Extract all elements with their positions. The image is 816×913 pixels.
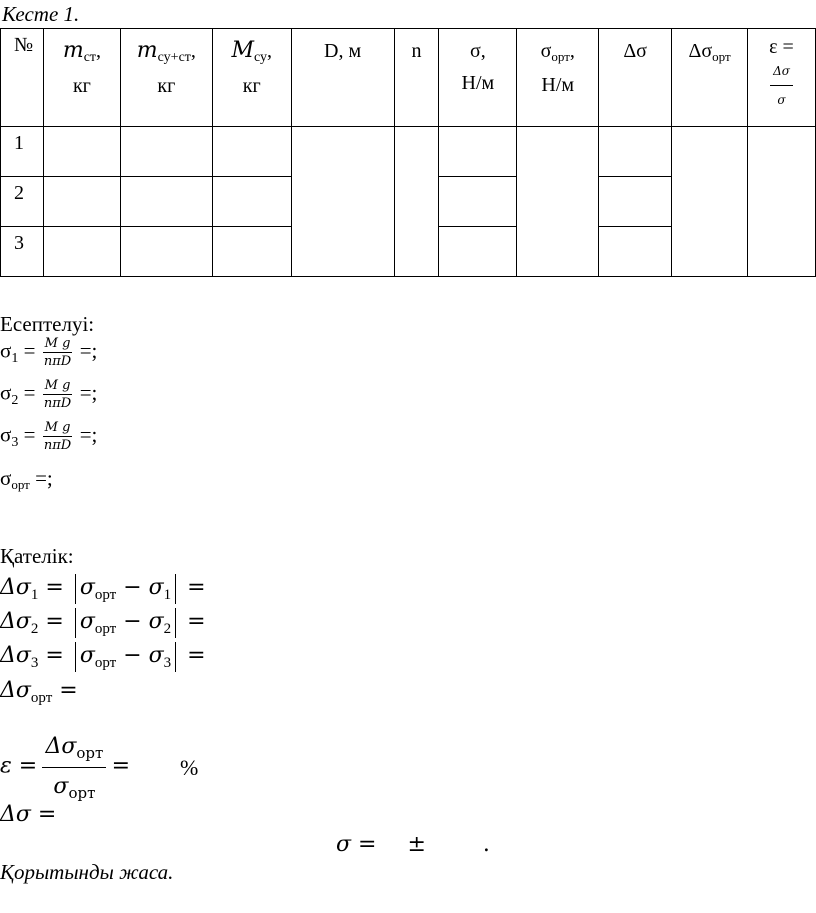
formula-fraction: $\frac{\text{M g}}{\text{nπD}}$: [43, 378, 72, 411]
formula-fraction: $\frac{\text{M g}}{\text{nπD}}$: [43, 336, 72, 369]
table-caption: Кесте 1.: [2, 2, 80, 26]
cell-empty: [599, 127, 672, 177]
formula-sigma-2: $\sigma_2$ = $\frac{\text{M g}}{\text{nπD}}$ =;: [0, 378, 98, 411]
percent-sign: %: [180, 755, 199, 780]
formula-delta-sigma: Δσ =: [0, 802, 57, 827]
cell-empty: [439, 127, 517, 177]
cell-empty: [43, 127, 120, 177]
cell-sigma-ort-merged: [517, 127, 599, 277]
header-m-st: $m_{ст}$, кг: [43, 29, 120, 127]
header-sigma-ort: $\sigma_{орт}$, Н/м: [517, 29, 599, 127]
cell-empty: [212, 227, 291, 277]
header-m-sust: $m_{су+ст}$, кг: [120, 29, 212, 127]
cell-delta-sigma-ort-merged: [672, 127, 748, 277]
cell-empty: [43, 227, 120, 277]
formula-fraction: $\frac{\text{M g}}{\text{nπD}}$: [43, 420, 72, 453]
cell-n-merged: [394, 127, 439, 277]
formula-sigma-1: $\sigma_1$ = $\frac{\text{M g}}{\text{nπD}}$ =;: [0, 336, 98, 369]
cell-empty: [120, 127, 212, 177]
cell-empty: [43, 177, 120, 227]
cell-empty: [599, 227, 672, 277]
header-D: D, м: [291, 29, 394, 127]
header-M-su: $M_{су}$, кг: [212, 29, 291, 127]
cell-epsilon-merged: [748, 127, 816, 277]
formula-epsilon: ε = $\Delta\sigma_{орт}$ $\sigma_{орт}$ =: [0, 734, 131, 802]
formula-sigma-3: $\sigma_3$ = $\frac{\text{M g}}{\text{nπD}}$ =;: [0, 420, 98, 453]
row-number: 1: [1, 127, 44, 177]
error-title: Қателік:: [0, 544, 74, 568]
cell-empty: [439, 227, 517, 277]
result-line: σ = ± .: [336, 832, 490, 857]
formula-delta-sigma-ort: $\Delta\sigma_{орт}$ =: [0, 678, 78, 706]
row-number: 2: [1, 177, 44, 227]
cell-empty: [599, 177, 672, 227]
header-epsilon: ε = $\frac{\Delta\sigma}{\sigma}$: [748, 29, 816, 127]
formula-sigma-ort: σорт =;: [0, 466, 53, 492]
header-number: №: [1, 29, 44, 127]
table-row: [1, 127, 816, 177]
formula-delta-sigma-1: $\Delta\sigma_1 = \sigma_{орт} - \sigma_1$ =: [0, 574, 206, 603]
header-delta-sigma: Δσ: [599, 29, 672, 127]
calc-title: Есептелуі:: [0, 312, 95, 336]
formula-delta-sigma-2: $\Delta\sigma_2 = \sigma_{орт} - \sigma_2$ =: [0, 608, 206, 637]
epsilon-big-fraction: $\Delta\sigma_{орт}$ $\sigma_{орт}$: [42, 732, 106, 803]
cell-empty: [120, 177, 212, 227]
cell-empty: [439, 177, 517, 227]
header-delta-sigma-ort: $\Delta\sigma_{орт}$: [672, 29, 748, 127]
header-sigma: σ, Н/м: [439, 29, 517, 127]
row-number: 3: [1, 227, 44, 277]
results-table: [0, 28, 816, 277]
conclusion-text: Қорытынды жаса.: [0, 860, 174, 884]
header-n: n: [394, 29, 439, 127]
cell-empty: [120, 227, 212, 277]
formula-delta-sigma-3: $\Delta\sigma_3 = \sigma_{орт} - \sigma_3$ =: [0, 642, 206, 671]
cell-empty: [212, 127, 291, 177]
cell-empty: [212, 177, 291, 227]
epsilon-fraction: $\frac{\Delta\sigma}{\sigma}$: [770, 59, 793, 112]
table-header-row: [1, 29, 816, 127]
cell-D-merged: [291, 127, 394, 277]
